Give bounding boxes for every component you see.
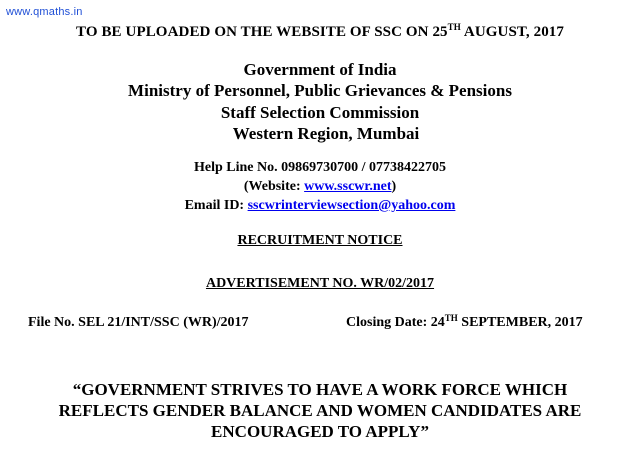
slogan-line-3: ENCOURAGED TO APPLY” [211,422,429,441]
upload-date-line [10,24,630,41]
closing-prefix: Closing Date: 24 [346,315,445,330]
slogan-line-1: “GOVERNMENT STRIVES TO HAVE A WORK FORCE WHICH [72,380,568,399]
gender-balance-slogan [40,379,600,442]
region-heading: Western Region, Mumbai [232,124,420,143]
website-line [0,179,640,195]
upload-superscript: TH [447,22,461,32]
website-suffix: ) [391,179,397,194]
closing-superscript: TH [444,313,458,323]
website-link[interactable]: www.sscwr.net [304,179,392,194]
closing-date [346,315,583,331]
government-heading: Government of India [243,60,397,79]
recruitment-notice-title: RECRUITMENT NOTICE [237,233,403,248]
watermark-text: www.qmaths.in [6,6,83,18]
commission-heading: Staff Selection Commission [220,103,420,122]
helpline-text: Help Line No. 09869730700 / 07738422705 [193,160,446,175]
email-prefix: Email ID: [184,198,248,213]
advertisement-number: ADVERTISEMENT NO. WR/02/2017 [205,276,435,291]
file-number: File No. SEL 21/INT/SSC (WR)/2017 [28,315,249,330]
upload-suffix: AUGUST, 2017 [460,24,564,40]
closing-suffix: SEPTEMBER, 2017 [457,315,583,330]
website-prefix: (Website: [243,179,305,194]
upload-prefix: TO BE UPLOADED ON THE WEBSITE OF SSC ON 25 [76,24,448,40]
slogan-line-2: REFLECTS GENDER BALANCE AND WOMEN CANDIDATES ARE [58,401,582,420]
email-line [0,198,640,214]
email-link[interactable]: sscwrinterviewsection@yahoo.com [247,198,456,213]
ministry-heading: Ministry of Personnel, Public Grievances & Pensions [128,81,512,100]
